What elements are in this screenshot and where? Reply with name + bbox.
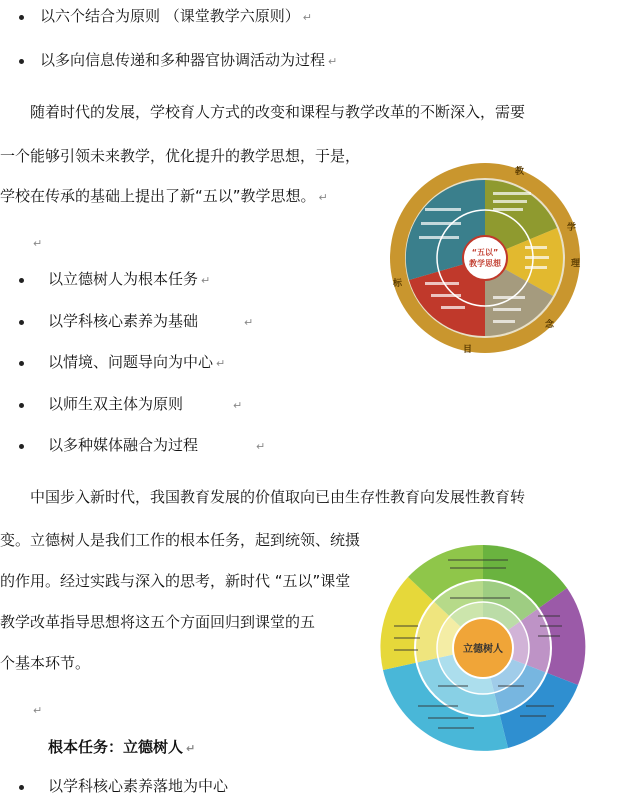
paragraph-line: 教学改革指导思想将这五个方面回归到课堂的五 xyxy=(0,613,316,631)
center-label: 教学思想 xyxy=(469,259,501,268)
bullet-text: 以六个结合为原则 （课堂教学六原则） xyxy=(40,7,300,25)
paragraph-line: 学校在传承的基础上提出了新“五以”教学思想。 ↵ xyxy=(0,187,328,205)
bullet-item xyxy=(40,6,312,28)
bullet-dot xyxy=(19,278,24,283)
bullet-dot xyxy=(19,15,24,20)
paragraph-mark: ↵ xyxy=(328,55,338,68)
outer-label: 教 xyxy=(515,167,525,177)
bullet-item xyxy=(40,50,337,72)
paragraph-line: 中国步入新时代，我国教育发展的价值取向已由生存性教育向发展性教育转 xyxy=(30,488,526,506)
outer-label: 学 xyxy=(567,223,577,233)
outer-label: 目 xyxy=(463,345,473,354)
paragraph-line: 变。立德树人是我们工作的根本任务，起到统领、统摄 xyxy=(0,531,361,549)
bullet-item: 以师生双主体为原则 ↵ xyxy=(48,395,243,413)
bullet-item: 以情境、问题导向为中心 ↵ xyxy=(48,353,226,371)
section-heading: 根本任务：立德树人 ↵ xyxy=(48,738,196,756)
outer-label: 念 xyxy=(545,320,555,330)
paragraph-line: 随着时代的发展，学校育人方式的改变和课程与教学改革的不断深入，需要 xyxy=(30,103,526,121)
outer-label: 标 xyxy=(393,279,403,289)
paragraph-line: 的作用。经过实践与深入的思考，新时代 “五以”课堂 xyxy=(0,572,351,590)
bullet-item: 以学科核心素养落地为中心 xyxy=(48,777,229,795)
bullet-dot xyxy=(19,361,24,366)
outer-label: 理 xyxy=(571,259,581,269)
bullet-dot xyxy=(19,403,24,408)
bullet-dot xyxy=(19,59,24,64)
lide-shuren-diagram xyxy=(378,545,588,751)
wuyi-teaching-thought-diagram xyxy=(385,162,585,354)
center-label: “五以” xyxy=(471,248,499,257)
bullet-dot xyxy=(19,320,24,325)
bullet-item: 以多种媒体融合为过程 ↵ xyxy=(48,436,266,454)
paragraph-line: 一个能够引领未来教学，优化提升的教学思想，于是， xyxy=(0,147,361,165)
bullet-dot xyxy=(19,444,24,449)
empty-paragraph: ↵ xyxy=(33,704,43,717)
paragraph-mark: ↵ xyxy=(302,11,312,24)
empty-paragraph: ↵ xyxy=(33,237,43,250)
paragraph-line: 个基本环节。 xyxy=(0,654,91,672)
bullet-text: 以多向信息传递和多种器官协调活动为过程 xyxy=(40,51,326,69)
bullet-item: 以立德树人为根本任务 ↵ xyxy=(48,270,211,288)
center-circle xyxy=(463,236,507,280)
bullet-item: 以学科核心素养为基础 ↵ xyxy=(48,312,254,330)
center-label: 立德树人 xyxy=(463,644,503,655)
